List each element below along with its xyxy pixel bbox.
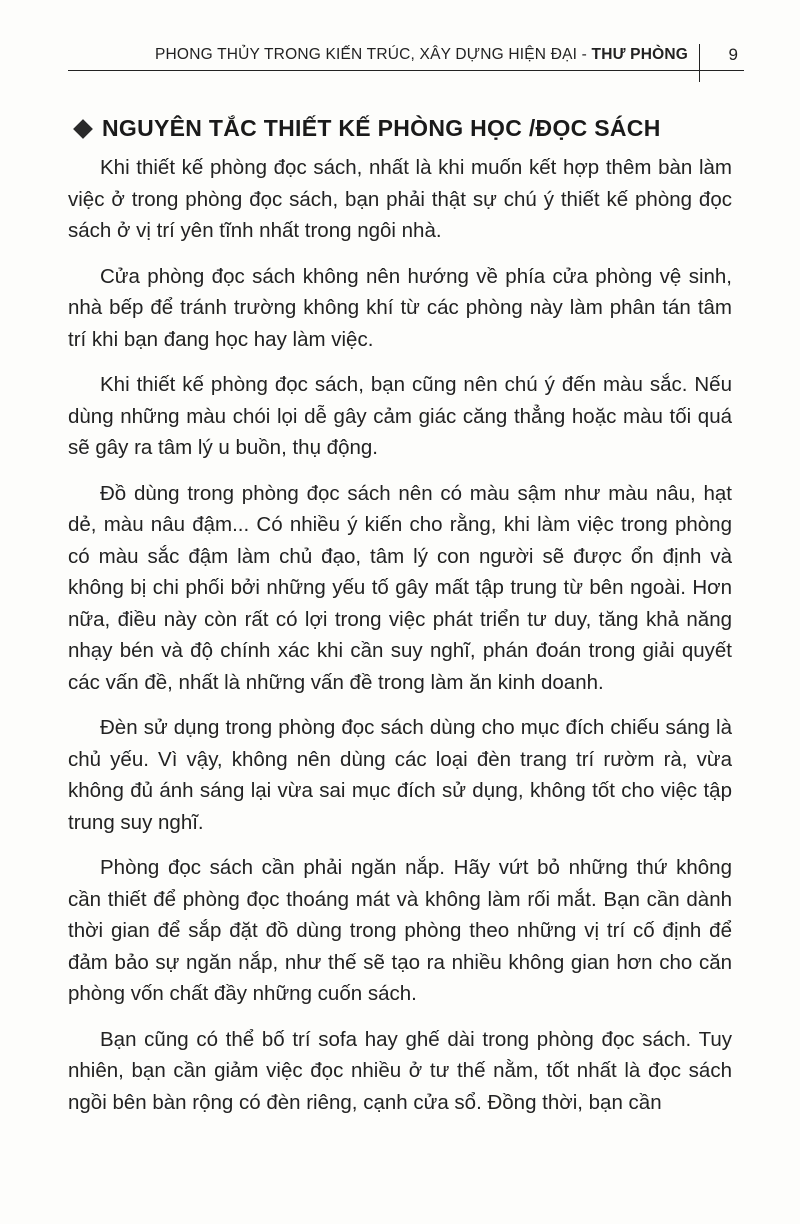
running-header — [60, 44, 740, 72]
paragraph: Đồ dùng trong phòng đọc sách nên có màu sậm như màu nâu, hạt dẻ, màu nâu đậm... Có nhiều ý kiến cho rằng, khi làm việc trong phòng có màu sắc đậm làm chủ đạo, tâm lý con người sẽ được ổn định và không bị chi phối bởi những yếu tố gây mất tập trung từ bên ngoài. Hơn nữa, điều này còn rất có lợi trong việc phát triển tư duy, tăng khả năng nhạy bén và độ chính xác khi cần suy nghĩ, phán đoán trong giải quyết các vấn đề, nhất là những vấn đề trong làm ăn kinh doanh. — [68, 481, 732, 694]
header-divider — [699, 44, 700, 82]
body-text — [68, 152, 732, 1132]
paragraph: Đèn sử dụng trong phòng đọc sách dùng cho mục đích chiếu sáng là chủ yếu. Vì vậy, không nên dùng các loại đèn trang trí rườm rà, vừa không đủ ánh sáng lại vừa sai mục đích sử dụng, không tốt cho việc tập trung suy nghĩ. — [68, 716, 732, 834]
header-rule — [68, 70, 744, 71]
paragraph: Khi thiết kế phòng đọc sách, bạn cũng nên chú ý đến màu sắc. Nếu dùng những màu chói lọi dễ gây cảm giác căng thẳng hoặc màu tối quá sẽ gây ra tâm lý u buồn, thụ động. — [68, 373, 732, 459]
running-header-title — [155, 46, 688, 64]
header-title-bold: THƯ PHÒNG — [591, 46, 688, 63]
diamond-bullet-icon — [73, 119, 93, 139]
page-number: 9 — [728, 45, 738, 64]
header-title-prefix: PHONG THỦY TRONG KIẾN TRÚC, XÂY DỰNG HIỆN ĐẠI - — [155, 46, 592, 63]
section-heading-text: NGUYÊN TẮC THIẾT KẾ PHÒNG HỌC /ĐỌC SÁCH — [102, 115, 661, 141]
section-heading — [72, 115, 732, 142]
paragraph: Phòng đọc sách cần phải ngăn nắp. Hãy vứt bỏ những thứ không cần thiết để phòng đọc thoáng mát và không làm rối mắt. Bạn cần dành thời gian để sắp đặt đồ dùng trong phòng theo những vị trí cố định để đảm bảo sự ngăn nắp, như thế sẽ tạo ra nhiều không gian hơn cho căn phòng vốn chất đầy những cuốn sách. — [68, 856, 732, 1005]
paragraph: Khi thiết kế phòng đọc sách, nhất là khi muốn kết hợp thêm bàn làm việc ở trong phòng đọc sách, bạn phải thật sự chú ý thiết kế phòng đọc sách ở vị trí yên tĩnh nhất trong ngôi nhà. — [68, 156, 732, 242]
paragraph: Bạn cũng có thể bố trí sofa hay ghế dài trong phòng đọc sách. Tuy nhiên, bạn cần giảm việc đọc nhiều ở tư thế nằm, tốt nhất là đọc sách ngồi bên bàn rộng có đèn riêng, cạnh cửa sổ. Đồng thời, bạn cần — [68, 1027, 732, 1114]
paragraph: Cửa phòng đọc sách không nên hướng về phía cửa phòng vệ sinh, nhà bếp để tránh trường không khí từ các phòng này làm phân tán tâm trí khi bạn đang học hay làm việc. — [68, 264, 732, 351]
